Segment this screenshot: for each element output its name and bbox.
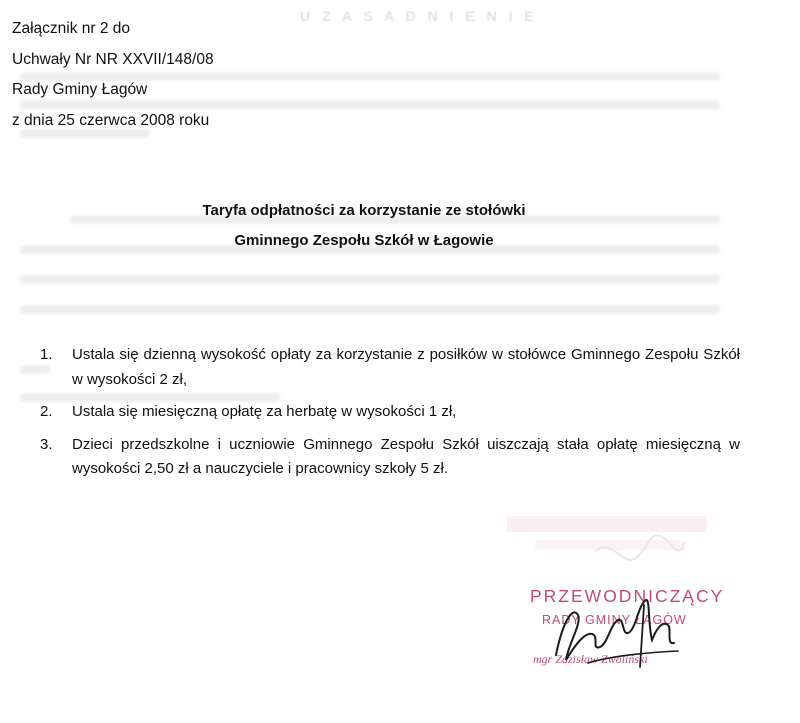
show-through-heading: U Z A S A D N I E N I E <box>300 8 538 24</box>
list-item <box>40 433 740 482</box>
list-item-number: 1. <box>40 346 53 363</box>
list-item-text: Ustala się miesięczną opłatę za herbatę w wysokości 1 zł, <box>72 403 457 420</box>
resolution-date: z dnia 25 czerwca 2008 roku <box>12 111 210 129</box>
list-item-text: Dzieci przedszkolne i uczniowie Gminnego Zespołu Szkół uiszczają stała opłatę miesięczną w wysokości 2,50 zł a nauczyciele i pracownicy szkoły 5 zł. <box>72 435 740 477</box>
title-line-1: Taryfa odpłatności za korzystanie ze stołówki <box>202 202 526 219</box>
faded-stamp-shape <box>505 512 725 582</box>
attachment-number: Załącznik nr 2 do <box>12 20 131 37</box>
title-line-2: Gminnego Zespołu Szkół w Łagowie <box>234 232 494 249</box>
stamp-council: RADY GMINY ŁAGÓW <box>542 613 687 627</box>
faded-stamp-artifact <box>505 512 725 582</box>
council-name: Rady Gminy Łagów <box>12 81 148 98</box>
document-title <box>0 196 728 256</box>
list-item <box>40 400 740 425</box>
list-item-number: 3. <box>40 435 53 453</box>
list-item-number: 2. <box>40 403 53 420</box>
list-item <box>40 343 740 392</box>
stamp-chairman: PRZEWODNICZĄCY <box>530 586 725 606</box>
handwritten-signature <box>548 585 688 680</box>
fee-list <box>40 343 740 490</box>
stamp-signatory: mgr Zdzisław Zwoliński <box>533 652 648 666</box>
resolution-number: Uchwały Nr NR XXVII/148/08 <box>12 50 214 68</box>
attachment-header <box>12 14 214 136</box>
list-item-text: Ustala się dzienną wysokość opłaty za korzystanie z posiłków w stołówce Gminnego Zespołu Szkół w wysokości 2 zł, <box>72 346 740 388</box>
